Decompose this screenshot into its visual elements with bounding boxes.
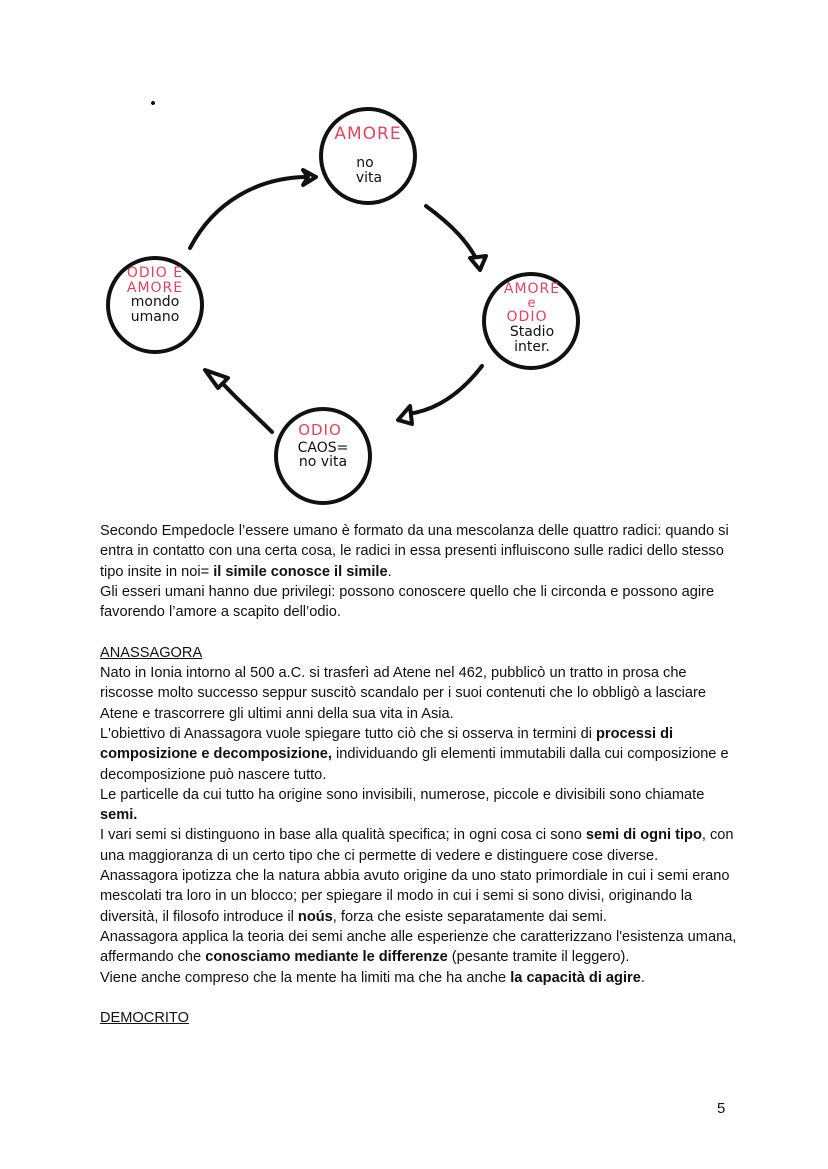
node-amore-e-odio-title1: AMORE xyxy=(503,281,561,297)
node-amore-title: AMORE xyxy=(334,124,402,144)
cycle-arrows-and-circles xyxy=(0,0,828,520)
arrowhead-odio xyxy=(398,406,412,424)
node-odio-e-amore xyxy=(113,266,197,325)
node-amore-e-odio-line1: Stadio xyxy=(509,324,555,341)
node-odio-line2: no vita xyxy=(298,454,348,471)
anassagora-paragraph-4: I vari semi si distinguono in base alla qualità specifica; in ogni cosa ci sono semi di ogni tipo, con una maggioranza di un certo tipo che ci permette di vedere e distinguere cose diverse. xyxy=(100,827,734,864)
empedocle-paragraph-2: Gli esseri umani hanno due privilegi: possono conoscere quello che li circonda e possono agire favorendo l’amore a scapito dell’odio. xyxy=(100,583,715,621)
page-number: 5 xyxy=(717,1100,726,1117)
heading-democrito: DEMOCRITO xyxy=(100,1010,189,1027)
empedocle-paragraph-1: Secondo Empedocle l’essere umano è formato da una mescolanza delle quattro radici: quando si entra in contatto con una certa cosa, le radici in essa presenti influiscono sulle radici dello stesso tipo insite in noi= il simile conosce il simile. xyxy=(100,523,729,580)
node-amore-e-odio xyxy=(492,282,572,354)
node-odio xyxy=(280,423,366,470)
anassagora-paragraph-5: Anassagora ipotizza che la natura abbia avuto origine da uno stato primordiale in cui i semi erano mescolati tra loro in un blocco; per spiegare il modo in cui i semi si sono divisi, originando la diversità, il filosofo introduce il noús, forza che esiste separatamente dai semi. xyxy=(100,868,730,925)
anassagora-paragraph-1: Nato in Ionia intorno al 500 a.C. si trasferì ad Atene nel 462, pubblicò un tratto in prosa che riscosse molto successo seppur suscitò scandalo per i suoi contenuti che lo obbligò a lasciare Atene e trascorrere gli ultimi anni della sua vita in Asia. xyxy=(100,665,706,722)
heading-anassagora: ANASSAGORA xyxy=(100,644,203,661)
node-odio-line1: CAOS= xyxy=(297,439,349,456)
anassagora-paragraph-3: Le particelle da cui tutto ha origine sono invisibili, numerose, piccole e divisibili sono chiamate semi. xyxy=(100,786,705,824)
node-amore-line2: vita xyxy=(355,169,383,186)
arrow-to-odio-e-amore xyxy=(218,378,272,432)
arrow-to-amore xyxy=(190,177,305,248)
node-amore-line1: no xyxy=(356,154,374,171)
anassagora-paragraph-7: Viene anche compreso che la mente ha limiti ma che ha anche la capacità di agire. xyxy=(100,969,645,986)
node-odio-e-amore-title1: ODIO E xyxy=(126,265,184,281)
empedocle-cycle-diagram xyxy=(0,0,828,520)
node-amore-e-odio-title2: e xyxy=(527,295,537,311)
node-odio-e-amore-line1: mondo xyxy=(130,294,180,311)
node-amore xyxy=(328,126,408,185)
node-amore-e-odio-title3: ODIO xyxy=(506,309,548,326)
arrow-to-odio xyxy=(408,366,482,414)
node-odio-e-amore-line2: umano xyxy=(130,309,180,326)
arrow-to-amore-e-odio xyxy=(426,206,478,262)
node-odio-e-amore-title2: AMORE xyxy=(126,279,184,296)
node-amore-e-odio-line2: inter. xyxy=(514,338,550,355)
empedocle-section xyxy=(100,521,740,1028)
arrowhead-amore-e-odio xyxy=(470,256,486,270)
anassagora-paragraph-2: L'obiettivo di Anassagora vuole spiegare tutto ciò che si osserva in termini di processi di composizione e decomposizione, individuando gli elementi immutabili dalla cui composizione e decomposizione può nascere tutto. xyxy=(100,725,729,783)
anassagora-paragraph-6: Anassagora applica la teoria dei semi anche alle esperienze che caratterizzano l'esistenza umana, affermando che conosciamo mediante le differenze (pesante tramite il leggero). xyxy=(100,928,737,966)
node-odio-title: ODIO xyxy=(298,421,342,439)
